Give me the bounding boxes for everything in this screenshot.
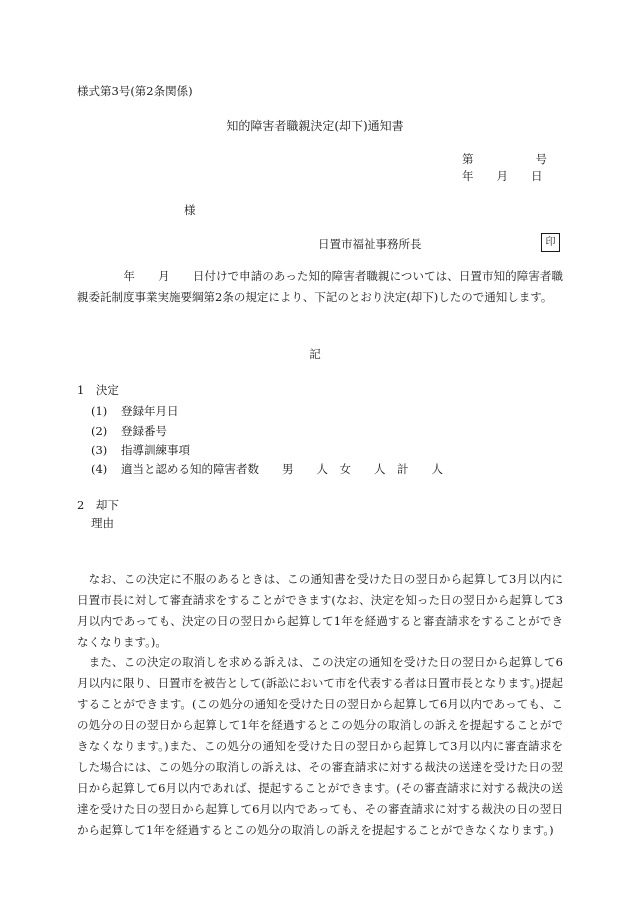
appeal-notice-paragraph: なお、この決定に不服のあるときは、この通知書を受けた日の翌日から起算して3月以内に日置市長に対して審査請求をすることができます(なお、決定を知った日の翌日から起算して3月以内であっても、決定の日の翌日から起算して1年を経過すると審査請求をすることができなくなります。)。 [77, 572, 563, 649]
intro-paragraph: 年 月 日付けで申請のあった知的障害者職親については、日置市知的障害者職親委託制度事業実施要綱第2条の規定により、下記のとおり決定(却下)したので通知します。 [77, 269, 563, 304]
item-text: 適当と認める知的障害者数 男 人 女 人 計 人 [121, 462, 443, 476]
number-go: 号 [535, 152, 547, 166]
section-rejection-heading: 2 却下 [77, 498, 119, 512]
date-month: 月 [496, 169, 508, 183]
item-number: (3) [91, 443, 108, 457]
reference-number-line [462, 151, 547, 167]
form-number: 様式第3号(第2条関係) [77, 84, 193, 98]
rejection-reason-label: 理由 [91, 516, 114, 530]
number-dai: 第 [462, 152, 474, 166]
decision-item [91, 442, 190, 458]
lawsuit-notice-paragraph: また、この決定の取消しを求める訴えは、この決定の通知を受けた日の翌日から起算して6月以内に限り、日置市を被告として(訴訟において市を代表する者は日置市長となります。)提起することができます。(この処分の通知を受けた日の翌日から起算して6月以内であっても、この処分の日の翌日から起算して1年を経過するとこの処分の取消しの訴えを提起することができなくなります。)また、この処分の通知を受けた日の翌日から起算して3月以内に審査請求をした場合には、この処分の取消しの訴えは、その審査請求に対する裁決の送達を受けた日の翌日から起算して6月以内であれば、提起することができます。(その審査請求に対する裁決の送達を受けた日の翌日から起算して6月以内であっても、その審査請求に対する裁決の日の翌日から起算して1年を経過するとこの処分の取消しの訴えを提起することができなくなります。) [77, 655, 563, 837]
decision-item [91, 403, 179, 419]
item-text: 登録年月日 [121, 404, 179, 418]
item-number: (2) [91, 424, 108, 438]
seal-mark: 印 [541, 233, 560, 252]
decision-item [91, 423, 167, 439]
date-year: 年 [462, 169, 474, 183]
issuer-name: 日置市福祉事務所長 [318, 237, 422, 251]
item-number: (4) [91, 462, 108, 476]
date-day: 日 [531, 169, 543, 183]
item-text: 登録番号 [121, 424, 167, 438]
decision-item [91, 461, 443, 477]
date-line [462, 168, 543, 184]
document-title: 知的障害者職親決定(却下)通知書 [226, 119, 404, 133]
section-decision-heading: 1 決定 [77, 383, 119, 397]
addressee-suffix: 様 [184, 203, 196, 217]
ki-heading: 記 [309, 347, 321, 361]
item-text: 指導訓練事項 [121, 443, 190, 457]
item-number: (1) [91, 404, 108, 418]
